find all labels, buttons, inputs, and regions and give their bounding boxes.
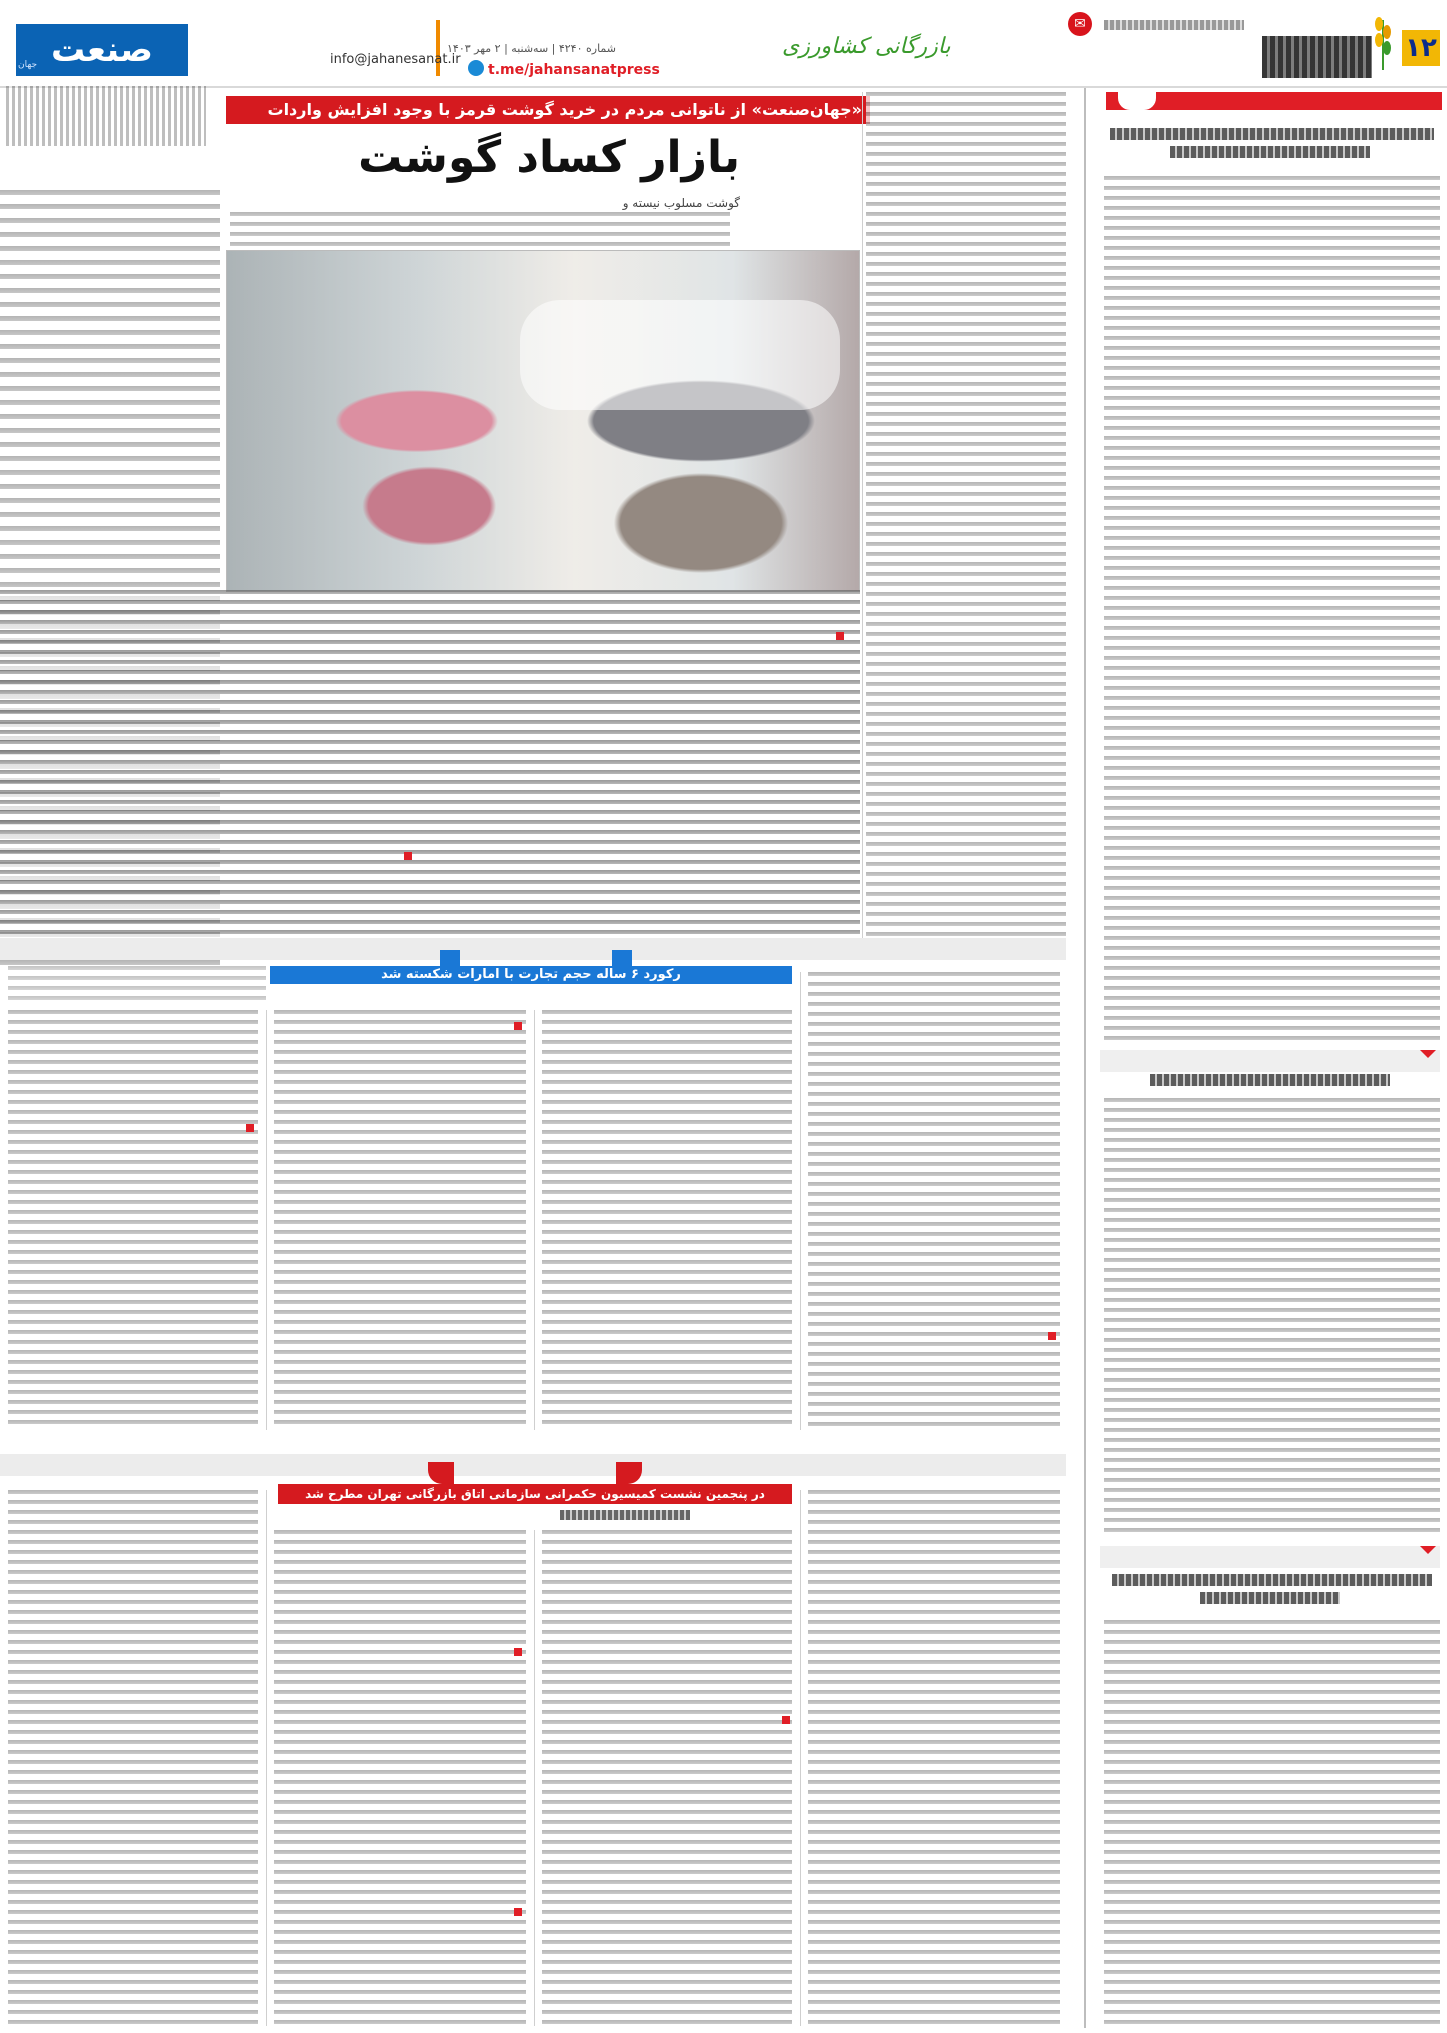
red-story-col-2 <box>274 1530 526 2026</box>
header-text-strip <box>1104 20 1244 30</box>
main-story-body <box>0 590 860 950</box>
mail-icon: ✉ <box>1068 12 1092 36</box>
paragraph-marker <box>404 852 412 860</box>
paragraph-marker <box>514 1022 522 1030</box>
sidebar-story-1-body <box>1104 176 1440 1044</box>
main-story-title: بازار کساد گوشت <box>358 132 740 183</box>
red-story-col-4 <box>808 1490 1060 2026</box>
page-number: ۱۲ <box>1402 30 1440 66</box>
main-story-subline: گوشت مسلوب نیسته و <box>622 196 740 210</box>
main-story-column-2 <box>866 92 1066 942</box>
main-story-intro <box>230 212 730 246</box>
sidebar-story-3-title <box>1112 1574 1432 1586</box>
column-rule <box>800 972 801 1430</box>
sidebar-story-1-title <box>1110 128 1434 140</box>
blue-story-col-4 <box>808 972 1060 1430</box>
sidebar-divider <box>1100 1546 1440 1568</box>
telegram-icon <box>468 60 484 76</box>
blue-story-col-3 <box>542 1010 792 1430</box>
red-story-col-3 <box>542 1530 792 2026</box>
sidebar-marker <box>1420 1050 1436 1058</box>
header-accent-bar <box>436 20 440 76</box>
header-rule <box>0 86 1447 88</box>
section-band <box>0 938 1066 960</box>
sidebar-top-notch <box>1118 92 1156 110</box>
section-brand-mark <box>1262 36 1372 78</box>
sidebar-divider <box>1100 1050 1440 1072</box>
banner-tab <box>616 1462 642 1484</box>
paragraph-marker <box>836 632 844 640</box>
left-column-title <box>6 86 206 146</box>
sidebar-marker <box>1420 1546 1436 1554</box>
photo-text-overlay <box>520 300 840 410</box>
blue-story-overlay <box>8 966 266 1006</box>
red-story-subtitle <box>560 1510 690 1520</box>
sidebar-story-1-title <box>1170 146 1370 158</box>
sidebar-story-3-title <box>1200 1592 1340 1604</box>
paragraph-marker <box>514 1908 522 1916</box>
column-rule <box>800 1490 801 2026</box>
section-band <box>0 1454 1066 1476</box>
column-rule <box>862 92 863 952</box>
blue-story-col-2 <box>274 1010 526 1430</box>
column-rule <box>266 1010 267 1430</box>
issue-meta: شماره ۴۲۴۰ | سه‌شنبه | ۲ مهر ۱۴۰۳ <box>447 42 616 55</box>
paper-logo: صنعت <box>16 24 188 76</box>
wheat-icon <box>1368 10 1398 70</box>
column-rule <box>266 1490 267 2026</box>
red-story-col-1 <box>8 1490 258 2026</box>
paragraph-marker <box>1048 1332 1056 1340</box>
email-link[interactable]: info@jahanesanat.ir <box>330 52 461 67</box>
telegram-link[interactable]: t.me/jahansanatpress <box>488 62 660 78</box>
banner-tab <box>440 950 460 966</box>
main-story-kicker: «جهان‌صنعت» از ناتوانی مردم در خرید گوشت قرمز با وجود افزایش واردات گزارش می‌دهد <box>226 96 870 124</box>
paragraph-marker <box>514 1648 522 1656</box>
paper-logo-sub: جهان <box>18 60 38 70</box>
blue-story-col-1 <box>8 1010 258 1430</box>
column-rule <box>534 1530 535 2026</box>
column-rule <box>534 1010 535 1430</box>
section-name: بازرگانی کشاورزی <box>782 34 951 59</box>
paragraph-marker <box>246 1124 254 1132</box>
paragraph-marker <box>782 1716 790 1724</box>
red-story-kicker: در پنجمین نشست کمیسیون حکمرانی سازمانی اتاق بازرگانی تهران مطرح شد <box>278 1484 792 1504</box>
sidebar-top-bar <box>1106 92 1442 110</box>
sidebar-story-2-body <box>1104 1098 1440 1538</box>
sidebar-rule <box>1084 88 1086 2028</box>
sidebar-story-3-body <box>1104 1620 1440 2026</box>
sidebar-story-2-title <box>1150 1074 1390 1086</box>
blue-story-headline: رکورد ۶ ساله حجم تجارت با امارات شکسته شد <box>270 966 792 984</box>
banner-tab <box>612 950 632 966</box>
banner-tab <box>428 1462 454 1484</box>
